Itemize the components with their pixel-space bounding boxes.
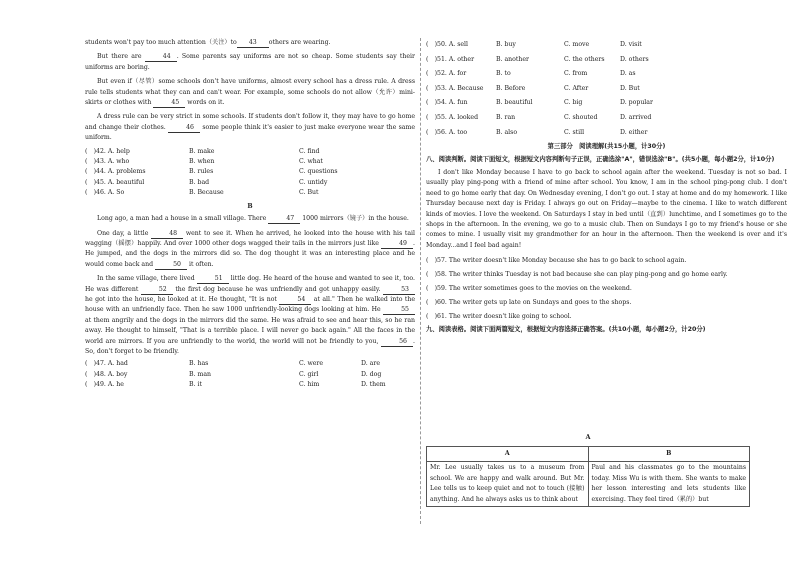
option: D. visit xyxy=(620,41,642,48)
option-row xyxy=(426,53,787,68)
paragraph-46 xyxy=(85,112,415,143)
blank-44: 44 xyxy=(145,52,177,62)
statement-60: ( )60. The writer gets up late on Sundays and goes to the shops. xyxy=(426,299,632,307)
option: B. bad xyxy=(189,178,210,186)
text: . So, don't forget to be friendly. xyxy=(85,337,415,355)
option-row xyxy=(426,82,787,97)
option: ( )46. A. So xyxy=(85,189,125,197)
option: D. are xyxy=(361,360,380,368)
option-row xyxy=(85,380,415,390)
option: ( )43. A. who xyxy=(85,158,130,166)
option: C. After xyxy=(564,84,589,92)
option: B. buy xyxy=(496,41,516,48)
table-header-b: B xyxy=(588,447,750,462)
option: ( )55. A. looked xyxy=(426,113,479,121)
option: C. untidy xyxy=(299,178,328,186)
option: C. But xyxy=(299,189,319,197)
option: C. him xyxy=(299,381,320,389)
option-row xyxy=(85,167,415,177)
statement-61: ( )61. The writer doesn't like going to school. xyxy=(426,313,572,321)
option: C. shouted xyxy=(564,113,598,121)
text: . He jumped, and the dogs in the mirrors did so. The dog thought it was an interesting place and he would come back and xyxy=(85,239,415,268)
option: C. move xyxy=(564,41,590,48)
option: ( )47. A. had xyxy=(85,360,128,368)
option: ( )42. A. help xyxy=(85,147,130,155)
option: ( )54. A. fun xyxy=(426,99,468,107)
option: B. make xyxy=(189,147,215,155)
blank-43: 43 xyxy=(237,38,269,48)
column-divider xyxy=(420,38,421,524)
blank-53: 53 xyxy=(383,285,415,295)
text: at all." Then he walked into the house with an unfriendly face. Then he saw 1000 unfriendly-looking dogs looking at him. He xyxy=(85,295,415,314)
option: B. Because xyxy=(189,189,224,197)
option: B. ran xyxy=(496,113,516,121)
option: B. also xyxy=(496,128,518,136)
option: D. popular xyxy=(620,99,653,107)
section-b-heading: B xyxy=(247,202,253,210)
option: D. arrived xyxy=(620,113,652,121)
option: ( )51. A. other xyxy=(426,55,475,63)
text: students won't pay too much attention（关注）to xyxy=(85,39,237,46)
blank-47: 47 xyxy=(268,214,300,224)
option: B. Before xyxy=(496,84,526,92)
option: B. to xyxy=(496,70,511,78)
options-47-49 xyxy=(85,359,415,390)
statements-57-61 xyxy=(426,254,787,324)
option: ( )48. A. boy xyxy=(85,370,128,378)
option-row xyxy=(426,67,787,82)
blank-51: 51 xyxy=(197,274,229,284)
option-row xyxy=(426,96,787,111)
option: B. has xyxy=(189,360,209,368)
text: the first dog because he was unfriendly and got unhappy easily. xyxy=(175,285,381,293)
text: One day, a little xyxy=(97,229,149,237)
option: ( )52. A. for xyxy=(426,70,467,78)
option-row xyxy=(85,157,415,167)
table-row xyxy=(427,462,750,507)
option: C. were xyxy=(299,360,324,368)
blank-45: 45 xyxy=(153,98,185,108)
blank-50: 50 xyxy=(155,260,187,270)
part-a-heading: A xyxy=(585,433,591,441)
text: 1000 mirrors（镜子）in the house. xyxy=(302,215,409,223)
option: ( )45. A. beautiful xyxy=(85,178,145,186)
option: D. others xyxy=(620,55,649,63)
left-column xyxy=(85,38,415,391)
blank-49: 49 xyxy=(381,239,413,249)
paragraph-43 xyxy=(85,38,415,48)
blank-54: 54 xyxy=(279,295,311,305)
option: ( )50. A. sell xyxy=(426,41,469,48)
option-row xyxy=(85,178,415,188)
option: D. But xyxy=(620,84,640,92)
text: But there are xyxy=(97,53,142,61)
options-42-46 xyxy=(85,147,415,199)
statement-57: ( )57. The writer doesn't like Monday because she has to go back to school again. xyxy=(426,257,687,265)
option: C. find xyxy=(299,147,320,155)
option: C. still xyxy=(564,128,585,136)
reading-passage: I don't like Monday because I have to go back to school again after the weekend. Tuesday is not so bad. I usually play ping-pong with a friend of mine after school. You know, I am in the school ping-pong club. I don't need to go home early that day. On Wednesday evening, I don't go out. I stay at home and do my homework. I like Thursday because next day is Friday. I always go out on Friday—maybe to the cinema. I like to watch different kinds of movies. I love the weekend. On Saturdays I stay in bed until（直到）lunchtime, and I sometimes go to the shops in the afternoon. In the evening, we go to a music club. Then on Sundays I go to my friend's house or she comes to mine. I usually visit my grandmother for an hour in the afternoon. Then the weekend is over and it's Monday...and I feel bad again! xyxy=(426,168,787,249)
option: C. big xyxy=(564,99,583,107)
option-row xyxy=(85,370,415,380)
blank-46: 46 xyxy=(168,123,200,133)
text: But even if（尽管）some schools don't have uniforms, almost every school has a dress rule. A dress rule tells students what they can and can't wear. For example, some schools do not allow（允许）mini-skirts or clothes with xyxy=(85,78,415,107)
text: some people think it's easier to just make everyone wear the same uniform. xyxy=(85,123,416,142)
text: little dog. He heard of the house and wanted to see it, too. He was different xyxy=(85,275,416,293)
text: In the same village, there lived xyxy=(97,275,195,283)
text: others are wearing. xyxy=(268,39,331,46)
option-row xyxy=(85,147,415,157)
option-row xyxy=(426,126,787,141)
option: C. questions xyxy=(299,168,338,176)
option: C. the others xyxy=(564,55,605,63)
part3-title: 第三部分 阅读理解(共15小题，计30分) xyxy=(547,143,666,151)
option: D. them xyxy=(361,381,386,389)
option: ( )53. A. Because xyxy=(426,84,484,92)
statement-59: ( )59. The writer sometimes goes to the movies on the weekend. xyxy=(426,285,632,293)
option: B. another xyxy=(496,55,529,63)
statement-58: ( )58. The writer thinks Tuesday is not bad because she can play ping-pong and go home early. xyxy=(426,271,728,279)
option: D. as xyxy=(620,70,636,78)
options-50-56 xyxy=(426,38,787,140)
option: B. when xyxy=(189,158,215,166)
text: went to see it. When he arrived, he looked into the house with his tail wagging（摇摆）happily. And over 1000 other dogs wagged their tails in the mirrors just like xyxy=(85,229,415,247)
section8-title: 八、阅读判断。阅读下面短文，根据短文内容判断句子正误，正确选涂"A"，错误选涂"B"。(共5小题，每小题2分，计10分) xyxy=(426,155,775,163)
text: A dress rule can be very strict in some schools. If students don't follow it, they may have to go home and change their clothes. xyxy=(85,113,415,131)
paragraph-44 xyxy=(85,52,415,73)
text: Long ago, a man had a house in a small village. There xyxy=(97,215,267,223)
blank-48: 48 xyxy=(151,229,183,239)
paragraph-45 xyxy=(85,77,415,108)
option: B. man xyxy=(189,370,212,378)
table-cell-b: Paul and his classmates go to the mountains today. Miss Wu is with them. She wants to make her lesson interesting and lets students like exercising. They feel tired（累的）but xyxy=(588,462,750,507)
right-column xyxy=(426,38,787,336)
text: it often. xyxy=(189,260,214,268)
option: C. from xyxy=(564,70,588,78)
section9-title: 九、阅读表格。阅读下面两篇短文，根据短文内容选择正确答案。(共10小题，每小题2分，计20分) xyxy=(426,326,706,334)
option-row xyxy=(426,111,787,126)
text: at them angrily and the dogs in the mirrors did the same. He was afraid to see and hear this, so he ran away. He thought to himself, "That is a terrible place. I will never go back again." All the faces in the world are mirrors. If you are unfriendly to the world, the world will not be friendly to you, xyxy=(85,316,415,345)
option-row xyxy=(85,359,415,369)
paragraph-48 xyxy=(85,229,415,271)
table-cell-a: Mr. Lee usually takes us to a museum from school. We are happy and walk around. But Mr. Lee tells us to keep quiet and not to touch (接触) anything. And he always asks us to think about xyxy=(427,462,589,507)
option: D. either xyxy=(620,128,648,136)
blank-56: 56 xyxy=(381,337,413,347)
table-header-row xyxy=(427,447,750,462)
option: ( )44. A. problems xyxy=(85,168,146,176)
reading-table xyxy=(426,446,750,507)
blank-52: 52 xyxy=(141,285,173,295)
option: C. what xyxy=(299,158,323,166)
option: ( )56. A. too xyxy=(426,128,468,136)
option: B. rules xyxy=(189,168,214,176)
option-row xyxy=(426,38,787,53)
text: he got into the house, he looked at it. He thought, "It is not xyxy=(85,295,277,303)
option: D. dog xyxy=(361,370,382,378)
option: C. girl xyxy=(299,370,319,378)
blank-55: 55 xyxy=(383,305,415,315)
option-row xyxy=(85,188,415,198)
option: ( )49. A. he xyxy=(85,381,124,389)
paragraph-51 xyxy=(85,274,415,357)
text: . Some parents say uniforms are not so cheap. Some students say their uniforms are boring. xyxy=(85,53,415,71)
option: B. it xyxy=(189,381,202,389)
paragraph-47 xyxy=(85,214,415,224)
text: words on it. xyxy=(187,99,225,107)
table-header-a: A xyxy=(427,447,589,462)
option: B. beautiful xyxy=(496,99,533,107)
